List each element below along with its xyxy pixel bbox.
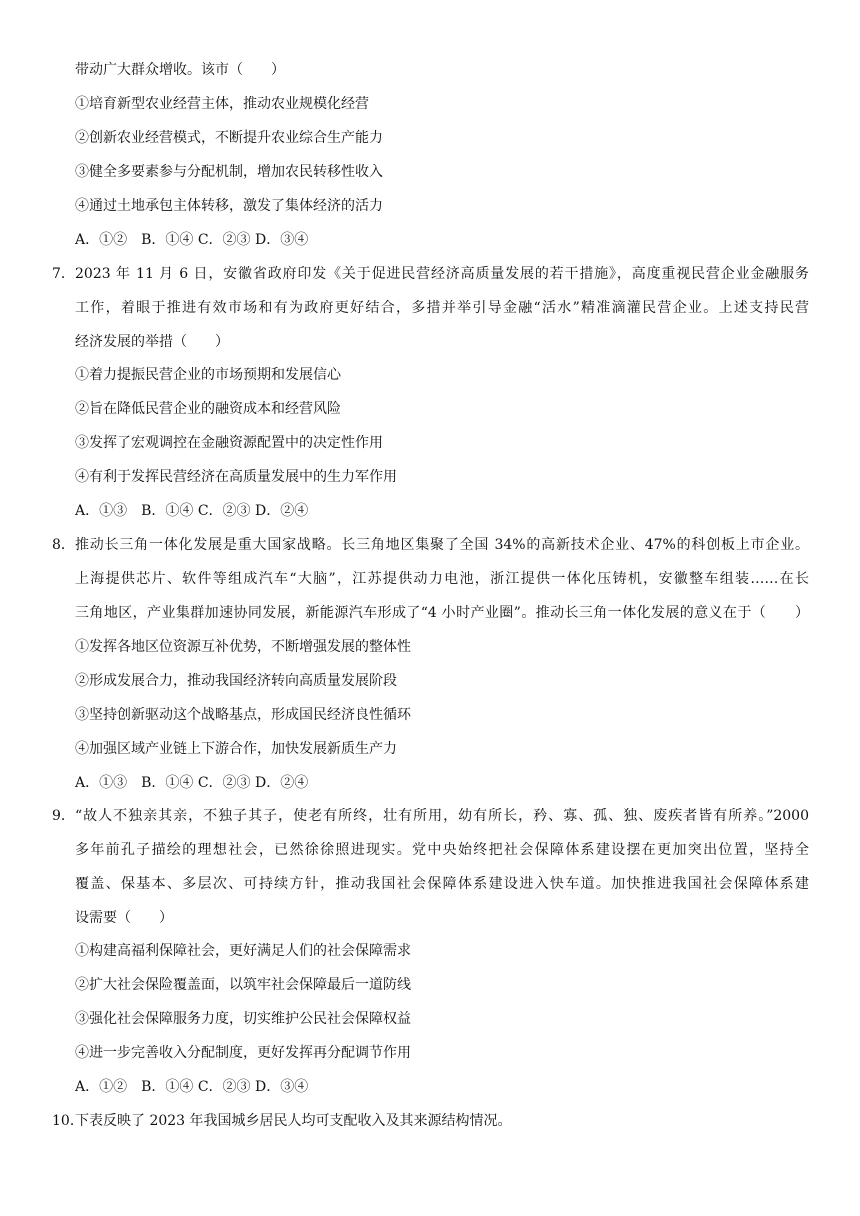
q10-number: 10． bbox=[52, 1113, 84, 1129]
q9-option-3: ③强化社会保障服务力度，切实维护公民社会保障权益 bbox=[75, 1011, 411, 1027]
q8-stem-line-3: 三角地区，产业集群加速协同发展，新能源汽车形成了“4 小时产业圈”。推动长三角一体化发展的意义在于（ ） bbox=[75, 605, 809, 621]
q6-option-3: ③健全多要素参与分配机制，增加农民转移性收入 bbox=[75, 164, 383, 180]
q7-stem-line-2: 工作，着眼于推进有效市场和有为政府更好结合，多措并举引导金融“活水”精准滴灌民营企业。上述支持民营 bbox=[75, 300, 809, 316]
q6-option-1: ①培育新型农业经营主体，推动农业规模化经营 bbox=[75, 96, 369, 112]
q7-stem-line-1: 2023 年 11 月 6 日，安徽省政府印发《关于促进民营经济高质量发展的若干措施》，高度重视民营企业金融服务 bbox=[75, 266, 809, 282]
q7-option-1: ①着力提振民营企业的市场预期和发展信心 bbox=[75, 367, 341, 383]
q6-answer-choices: A．①② B．①④ C．②③ D．③④ bbox=[75, 232, 309, 248]
q9-stem-line-4: 设需要（ ） bbox=[75, 910, 173, 926]
q7-option-3: ③发挥了宏观调控在金融资源配置中的决定性作用 bbox=[75, 435, 383, 451]
q9-option-1: ①构建高福利保障社会，更好满足人们的社会保障需求 bbox=[75, 943, 411, 959]
q9-stem-line-3: 覆盖、保基本、多层次、可持续方针，推动我国社会保障体系建设进入快车道。加快推进我国社会保障体系建 bbox=[75, 876, 809, 892]
q8-number: 8． bbox=[52, 537, 75, 553]
q9-option-2: ②扩大社会保险覆盖面，以筑牢社会保障最后一道防线 bbox=[75, 977, 411, 993]
q7-stem-line-3: 经济发展的举措（ ） bbox=[75, 334, 229, 350]
q9-stem-line-1: “故人不独亲其亲，不独子其子，使老有所终，壮有所用，幼有所长，矜、寡、孤、独、废疾者皆有所养。”2000 bbox=[75, 808, 809, 824]
q6-option-4: ④通过土地承包主体转移，激发了集体经济的活力 bbox=[75, 198, 383, 214]
q8-answer-choices: A．①③ B．①④ C．②③ D．②④ bbox=[75, 775, 309, 791]
q8-option-1: ①发挥各地区位资源互补优势，不断增强发展的整体性 bbox=[75, 639, 411, 655]
q7-option-4: ④有利于发挥民营经济在高质量发展中的生力军作用 bbox=[75, 469, 397, 485]
q8-option-2: ②形成发展合力，推动我国经济转向高质量发展阶段 bbox=[75, 673, 397, 689]
q8-option-4: ④加强区域产业链上下游合作，加快发展新质生产力 bbox=[75, 741, 397, 757]
q9-answer-choices: A．①② B．①④ C．②③ D．③④ bbox=[75, 1079, 309, 1095]
q7-option-2: ②旨在降低民营企业的融资成本和经营风险 bbox=[75, 401, 341, 417]
q6-option-2: ②创新农业经营模式，不断提升农业综合生产能力 bbox=[75, 130, 383, 146]
q8-stem-line-2: 上海提供芯片、软件等组成汽车“大脑”，江苏提供动力电池，浙江提供一体化压铸机，安徽整车组装……在长 bbox=[75, 571, 809, 587]
q7-answer-choices: A．①③ B．①④ C．②③ D．②④ bbox=[75, 503, 309, 519]
q9-option-4: ④进一步完善收入分配制度，更好发挥再分配调节作用 bbox=[75, 1045, 411, 1061]
q7-number: 7． bbox=[52, 266, 75, 282]
q9-number: 9． bbox=[52, 808, 75, 824]
q9-stem-line-2: 多年前孔子描绘的理想社会，已然徐徐照进现实。党中央始终把社会保障体系建设摆在更加突出位置，坚持全 bbox=[75, 842, 809, 858]
q10-stem-line-1: 下表反映了 2023 年我国城乡居民人均可支配收入及其来源结构情况。 bbox=[75, 1113, 512, 1129]
q8-stem-line-1: 推动长三角一体化发展是重大国家战略。长三角地区集聚了全国 34%的高新技术企业、47%的科创板上市企业。 bbox=[75, 537, 809, 553]
q8-option-3: ③坚持创新驱动这个战略基点，形成国民经济良性循环 bbox=[75, 707, 411, 723]
q6-stem-end: 带动广大群众增收。该市（ ） bbox=[75, 62, 285, 78]
